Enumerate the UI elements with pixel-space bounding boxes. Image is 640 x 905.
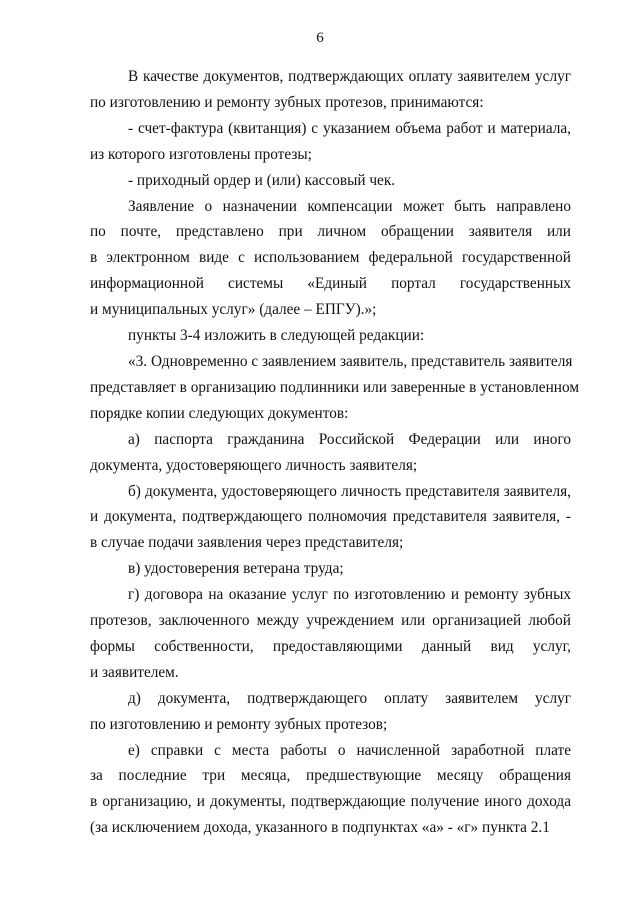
text-line: представляет в организацию подлинники или заверенные в установленном: [90, 378, 579, 396]
text-line: из которого изготовлены протезы;: [90, 145, 312, 163]
text-line: Заявление о назначении компенсации может быть направлено: [128, 197, 571, 215]
text-line: по изготовлению и ремонту зубных протезов;: [90, 715, 388, 733]
text-line: и заявителем.: [90, 663, 179, 681]
paragraph: [90, 427, 571, 479]
text-line: в электронном виде с использованием федеральной государственной: [90, 249, 571, 267]
paragraph: [90, 349, 579, 427]
text-line: по почте, представлено при личном обращении заявителя или: [90, 223, 571, 241]
paragraph: [90, 479, 571, 557]
text-line: и муниципальных услуг» (далее – ЕПГУ).»;: [90, 301, 377, 319]
text-line: за последние три месяца, предшествующие месяцу обращения: [90, 767, 571, 785]
text-line: по изготовлению и ремонту зубных протезов, принимаются:: [90, 93, 484, 111]
text-line: а) паспорта гражданина Российской Федерации или иного: [128, 430, 571, 448]
text-line: В качестве документов, подтверждающих оплату заявителем услуг: [128, 68, 571, 85]
page-number: 6: [316, 30, 324, 46]
text-line: - счет-фактура (квитанция) с указанием объема работ и материала,: [128, 119, 571, 137]
text-line: в случае подачи заявления через представителя;: [90, 534, 404, 552]
text-line: д) документа, подтверждающего оплату заявителем услуг: [128, 689, 571, 707]
text-line: информационной системы «Единый портал государственных: [90, 275, 571, 293]
text-line: «3. Одновременно с заявлением заявитель, представитель заявителя: [128, 352, 573, 370]
text-line: и документа, подтверждающего полномочия представителя заявителя, -: [90, 508, 571, 526]
paragraph: [90, 556, 571, 582]
text-line: г) договора на оказание услуг по изготовлению и ремонту зубных: [128, 586, 571, 604]
paragraph: [90, 686, 571, 738]
document-body: [90, 64, 579, 841]
text-line: пункты 3-4 изложить в следующей редакции:: [128, 327, 425, 345]
paragraph: [90, 194, 571, 324]
paragraph: [90, 168, 571, 194]
text-line: в) удостоверения ветерана труда;: [128, 560, 344, 578]
paragraph: [90, 738, 571, 842]
text-line: б) документа, удостоверяющего личность представителя заявителя,: [128, 482, 571, 500]
text-line: формы собственности, предоставляющими данный вид услуг,: [90, 637, 571, 655]
text-line: порядке копии следующих документов:: [90, 404, 349, 422]
text-line: документа, удостоверяющего личность заявителя;: [90, 456, 418, 474]
paragraph: [90, 116, 571, 168]
paragraph: [90, 323, 571, 349]
text-line: (за исключением дохода, указанного в подпунктах «а» - «г» пункта 2.1: [90, 819, 550, 837]
text-line: протезов, заключенного между учреждением или организацией любой: [90, 612, 571, 630]
text-line: в организацию, и документы, подтверждающие получение иного дохода: [90, 793, 571, 811]
paragraph: [90, 582, 571, 686]
paragraph: [90, 64, 571, 116]
text-line: е) справки с места работы о начисленной заработной плате: [128, 741, 571, 759]
text-line: - приходный ордер и (или) кассовый чек.: [128, 171, 396, 189]
